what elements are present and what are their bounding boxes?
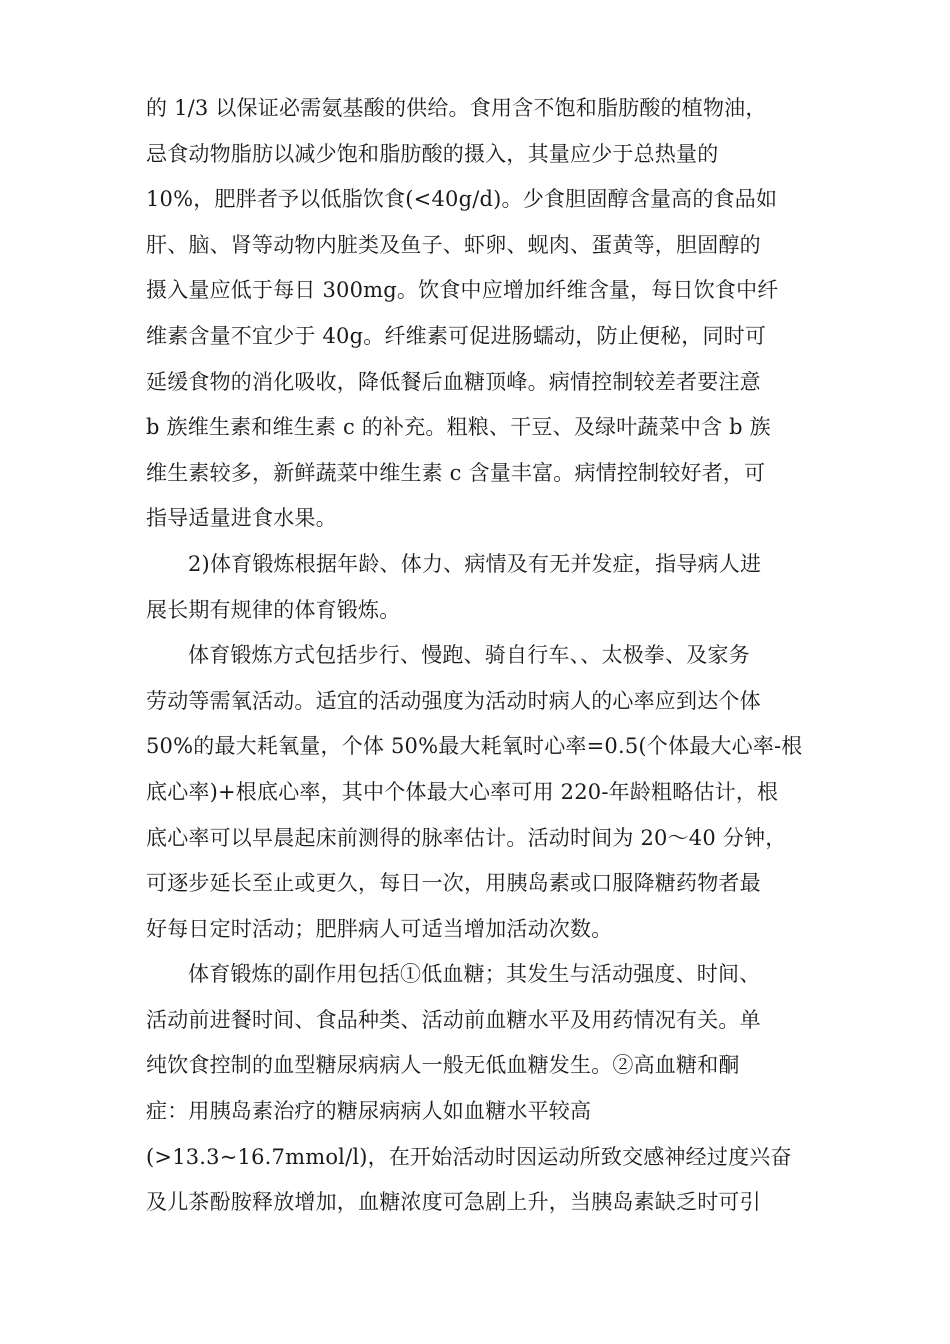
text-line: 劳动等需氧活动。适宜的活动强度为活动时病人的心率应到达个体 xyxy=(146,688,761,713)
text-line: 的 1/3 以保证必需氨基酸的供给。食用含不饱和脂肪酸的植物油， xyxy=(146,96,767,120)
text-line: 底心率可以早晨起床前测得的脉率估计。活动时间为 20～40 分钟， xyxy=(146,825,787,850)
text-line: 纯饮食控制的血型糖尿病病人一般无低血糖发生。②高血糖和酮 xyxy=(146,1053,740,1078)
text-line: 症：用胰岛素治疗的糖尿病病人如血糖水平较高 xyxy=(146,1099,592,1124)
text-line: 体育锻炼的副作用包括①低血糖；其发生与活动强度、时间、 xyxy=(188,962,761,987)
text-line: 维素含量不宜少于 40g。纤维素可促进肠蠕动，防止便秘，同时可 xyxy=(146,323,767,348)
text-line: 指导适量进食水果。 xyxy=(146,506,337,531)
text-line: 底心率)+根底心率，其中个体最大心率可用 220-年龄粗略估计，根 xyxy=(146,779,779,804)
text-line: 10%，肥胖者予以低脂饮食(<40g/d)。少食胆固醇含量高的食品如 xyxy=(146,187,778,212)
text-line: 活动前进餐时间、食品种类、活动前血糖水平及用药情况有关。单 xyxy=(146,1007,761,1032)
text-line: 忌食动物脂肪以减少饱和脂肪酸的摄入，其量应少于总热量的 xyxy=(146,141,719,166)
text-line: b 族维生素和维生素 c 的补充。粗粮、干豆、及绿叶蔬菜中含 b 族 xyxy=(146,415,771,440)
text-line: 维生素较多，新鲜蔬菜中维生素 c 含量丰富。病情控制较好者，可 xyxy=(146,460,766,485)
text-line: 摄入量应低于每日 300mg。饮食中应增加纤维含量，每日饮食中纤 xyxy=(146,278,779,303)
text-line: (>13.3~16.7mmol/l)，在开始活动时因运动所致交感神经过度兴奋 xyxy=(146,1144,792,1169)
text-line: 好每日定时活动；肥胖病人可适当增加活动次数。 xyxy=(146,916,613,941)
text-line: 展长期有规律的体育锻炼。 xyxy=(146,597,401,622)
text-line: 及儿茶酚胺释放增加，血糖浓度可急剧上升，当胰岛素缺乏时可引 xyxy=(146,1190,761,1215)
text-line: 50%的最大耗氧量，个体 50%最大耗氧时心率=0.5(个体最大心率-根 xyxy=(146,734,803,759)
text-line: 体育锻炼方式包括步行、慢跑、骑自行车、、太极拳、及家务 xyxy=(188,643,750,668)
text-line: 延缓食物的消化吸收，降低餐后血糖顶峰。病情控制较差者要注意 xyxy=(146,369,761,394)
body-text xyxy=(146,86,806,1226)
text-line: 可逐步延长至止或更久，每日一次，用胰岛素或口服降糖药物者最 xyxy=(146,871,761,896)
text-line: 肝、脑、肾等动物内脏类及鱼子、虾卵、蚬肉、蛋黄等，胆固醇的 xyxy=(146,232,761,257)
text-line: 2)体育锻炼根据年龄、体力、病情及有无并发症，指导病人进 xyxy=(188,551,762,576)
